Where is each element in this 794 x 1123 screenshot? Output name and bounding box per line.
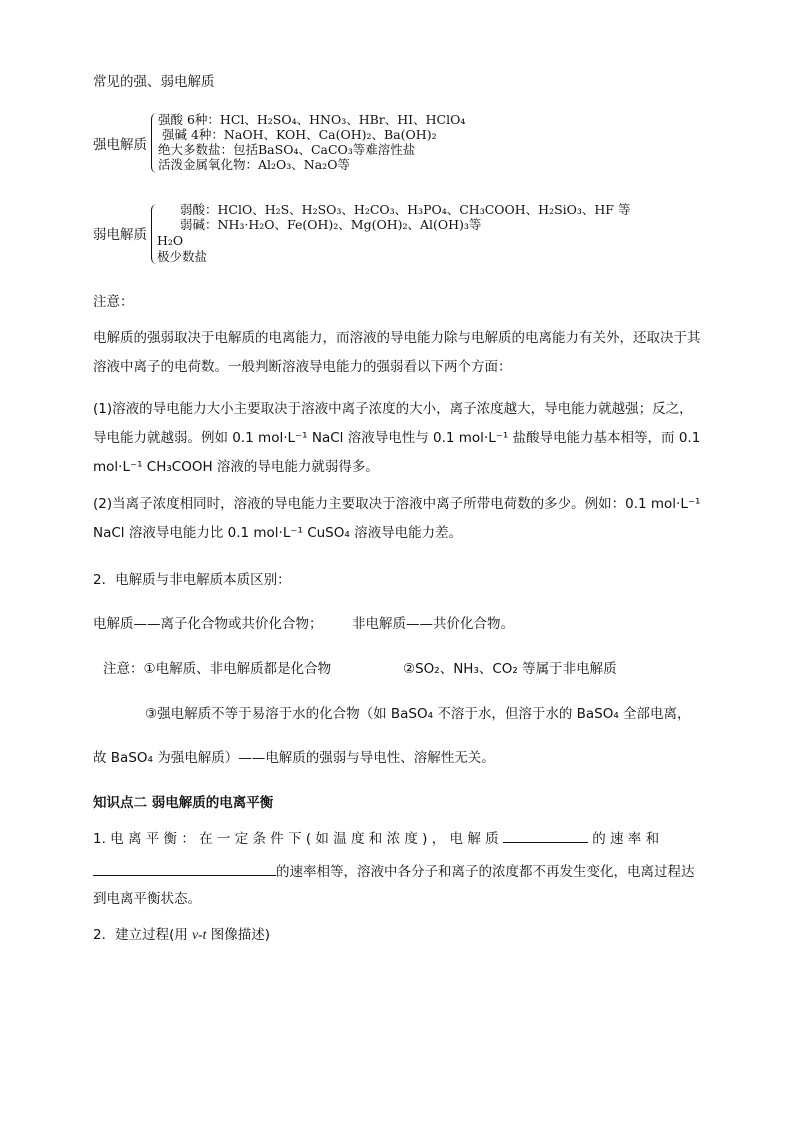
heading-common-electrolytes: 常见的强、弱电解质	[93, 74, 215, 90]
strong-acid-line: 强酸 6种：HCl、H₂SO₄、HNO₃、HBr、HI、HClO₄	[158, 112, 466, 127]
process-title	[93, 926, 270, 944]
note-item-3-continued: 故 BaSO₄ 为强电解质）——电解质的强弱与导电性、溶解性无关。	[93, 750, 495, 766]
strong-electrolyte-label: 强电解质	[93, 137, 147, 153]
weak-base-line: 弱碱：NH₃·H₂O、Fe(OH)₂、Mg(OH)₂、Al(OH)₃等	[180, 217, 482, 232]
weak-acid-line: 弱酸：HClO、H₂S、H₂SO₃、H₂CO₃、H₃PO₄、CH₃COOH、H₂SiO₃、HF 等	[180, 202, 631, 217]
note-item-1: 注意：①电解质、非电解质都是化合物	[103, 661, 332, 677]
equilibrium-line-2	[93, 859, 705, 913]
definition-nonelectrolyte: 非电解质——共价化合物。	[352, 616, 514, 632]
equilibrium-text-part2: 的 速 率 和	[592, 831, 660, 847]
equilibrium-line-1	[93, 830, 659, 848]
note-title: 注意：	[93, 294, 134, 310]
note-item-2: ②SO₂、NH₃、CO₂ 等属于非电解质	[403, 661, 617, 677]
strong-base-line: 强碱 4种：NaOH、KOH、Ca(OH)₂、Ba(OH)₂	[162, 127, 437, 142]
section-2-title: 2．电解质与非电解质本质区别：	[93, 572, 291, 588]
paragraph-point-1: (1)溶液的导电能力大小主要取决于溶液中离子浓度的大小，离子浓度越大，导电能力就越强；反之，导电能力就越弱。例如 0.1 mol·L⁻¹ NaCl 溶液导电性与 0.1 mol·L⁻¹ 盐酸导电能力基本相等，而 0.1 mol·L⁻¹ CH₃COOH 溶液的导电能力就弱得多。	[93, 401, 701, 475]
knowledge-point-2-title: 知识点二 弱电解质的电离平衡	[93, 795, 274, 811]
paragraph-point-2: (2)当离子浓度相同时，溶液的导电能力主要取决于溶液中离子所带电荷数的多少。例如：0.1 mol·L⁻¹ NaCl 溶液导电能力比 0.1 mol·L⁻¹ CuSO₄ 溶液导电能力差。	[93, 496, 701, 541]
few-salts-line: 极少数盐	[157, 249, 208, 264]
blank-fill-2[interactable]	[93, 875, 276, 876]
note-item-3: ③强电解质不等于易溶于水的化合物（如 BaSO₄ 不溶于水，但溶于水的 BaSO₄ 全部电离，	[145, 706, 691, 722]
strong-brace	[151, 113, 158, 173]
definition-electrolyte: 电解质——离子化合物或共价化合物；	[93, 616, 323, 632]
weak-electrolyte-label: 弱电解质	[93, 227, 147, 243]
paragraph-conductivity-intro: 电解质的强弱取决于电解质的电离能力，而溶液的导电能力除与电解质的电离能力有关外，还取决于其溶液中离子的电荷数。一般判断溶液导电能力的强弱看以下两个方面：	[93, 330, 701, 375]
most-salts-line: 绝大多数盐：包括BaSO₄、CaCO₃等难溶性盐	[158, 142, 416, 157]
process-title-prefix: 2．建立过程(用	[93, 927, 193, 943]
process-title-suffix: 图像描述)	[206, 927, 270, 943]
equilibrium-text-part1: 1. 电 离 平 衡 ： 在 一 定 条 件 下 ( 如 温 度 和 浓 度 ) ， 电 解 质	[93, 831, 499, 847]
blank-fill-1[interactable]	[503, 842, 588, 843]
equilibrium-text-part3: 的速率相等，溶液中各分子和离子的浓度都不再发生变化，电离过程达到电离平衡状态。	[93, 864, 695, 907]
metal-oxides-line: 活泼金属氧化物：Al₂O₃、Na₂O等	[158, 157, 350, 172]
water-line: H₂O	[157, 233, 184, 248]
process-title-vt: v-t	[192, 927, 207, 942]
